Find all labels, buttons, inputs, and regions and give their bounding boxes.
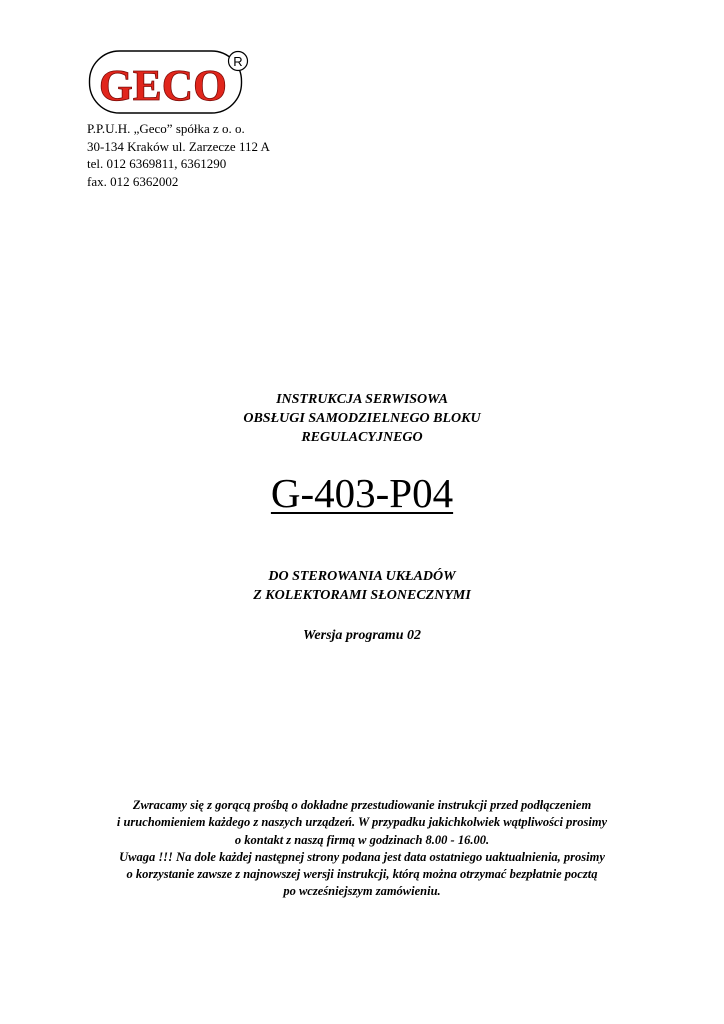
- registered-mark: R: [233, 54, 243, 69]
- document-subtitle: [0, 567, 724, 605]
- company-name-line: P.P.U.H. „Geco” spółka z o. o.: [87, 121, 245, 136]
- notice-paragraph: [0, 797, 724, 901]
- company-street-line: 30-134 Kraków ul. Zarzecze 112 A: [87, 138, 270, 154]
- notice-line: Zwracamy się z gorącą prośbą o dokładne przestudiowanie instrukcji przed podłączeniem: [132, 798, 592, 812]
- company-address: [87, 120, 270, 190]
- company-phone-line: tel. 012 6369811, 6361290: [87, 156, 227, 171]
- notice-line: po wcześniejszym zamówieniu.: [283, 884, 441, 899]
- notice-line: o korzystanie zawsze z najnowszej wersji instrukcji, którą można otrzymać bezpłatnie pocztą: [126, 867, 598, 882]
- subtitle-line: Z KOLEKTORAMI SŁONECZNYMI: [253, 588, 471, 603]
- title-line: REGULACYJNEGO: [301, 430, 423, 445]
- title-line: OBSŁUGI SAMODZIELNEGO BLOKU: [243, 411, 481, 426]
- notice-line: i uruchomieniem każdego z naszych urządzeń. W przypadku jakichkolwiek wątpliwości prosimy: [116, 815, 608, 830]
- notice-line: Uwaga !!! Na dole każdej następnej strony podana jest data ostatniego uaktualnienia, prosimy: [119, 849, 605, 864]
- company-fax-line: fax. 012 6362002: [87, 173, 179, 189]
- geco-logo-graphic: [88, 48, 254, 115]
- title-line: INSTRUKCJA SERWISOWA: [276, 392, 448, 407]
- model-number: G-403-P04: [270, 470, 454, 516]
- subtitle-line: DO STEROWANIA UKŁADÓW: [268, 569, 456, 584]
- company-logo: [88, 48, 254, 115]
- logo-text: GECO: [99, 61, 227, 110]
- notice-line: o kontakt z naszą firmą w godzinach 8.00 - 16.00.: [234, 832, 490, 847]
- program-version: Wersja programu 02: [303, 628, 421, 643]
- document-title: [0, 390, 724, 447]
